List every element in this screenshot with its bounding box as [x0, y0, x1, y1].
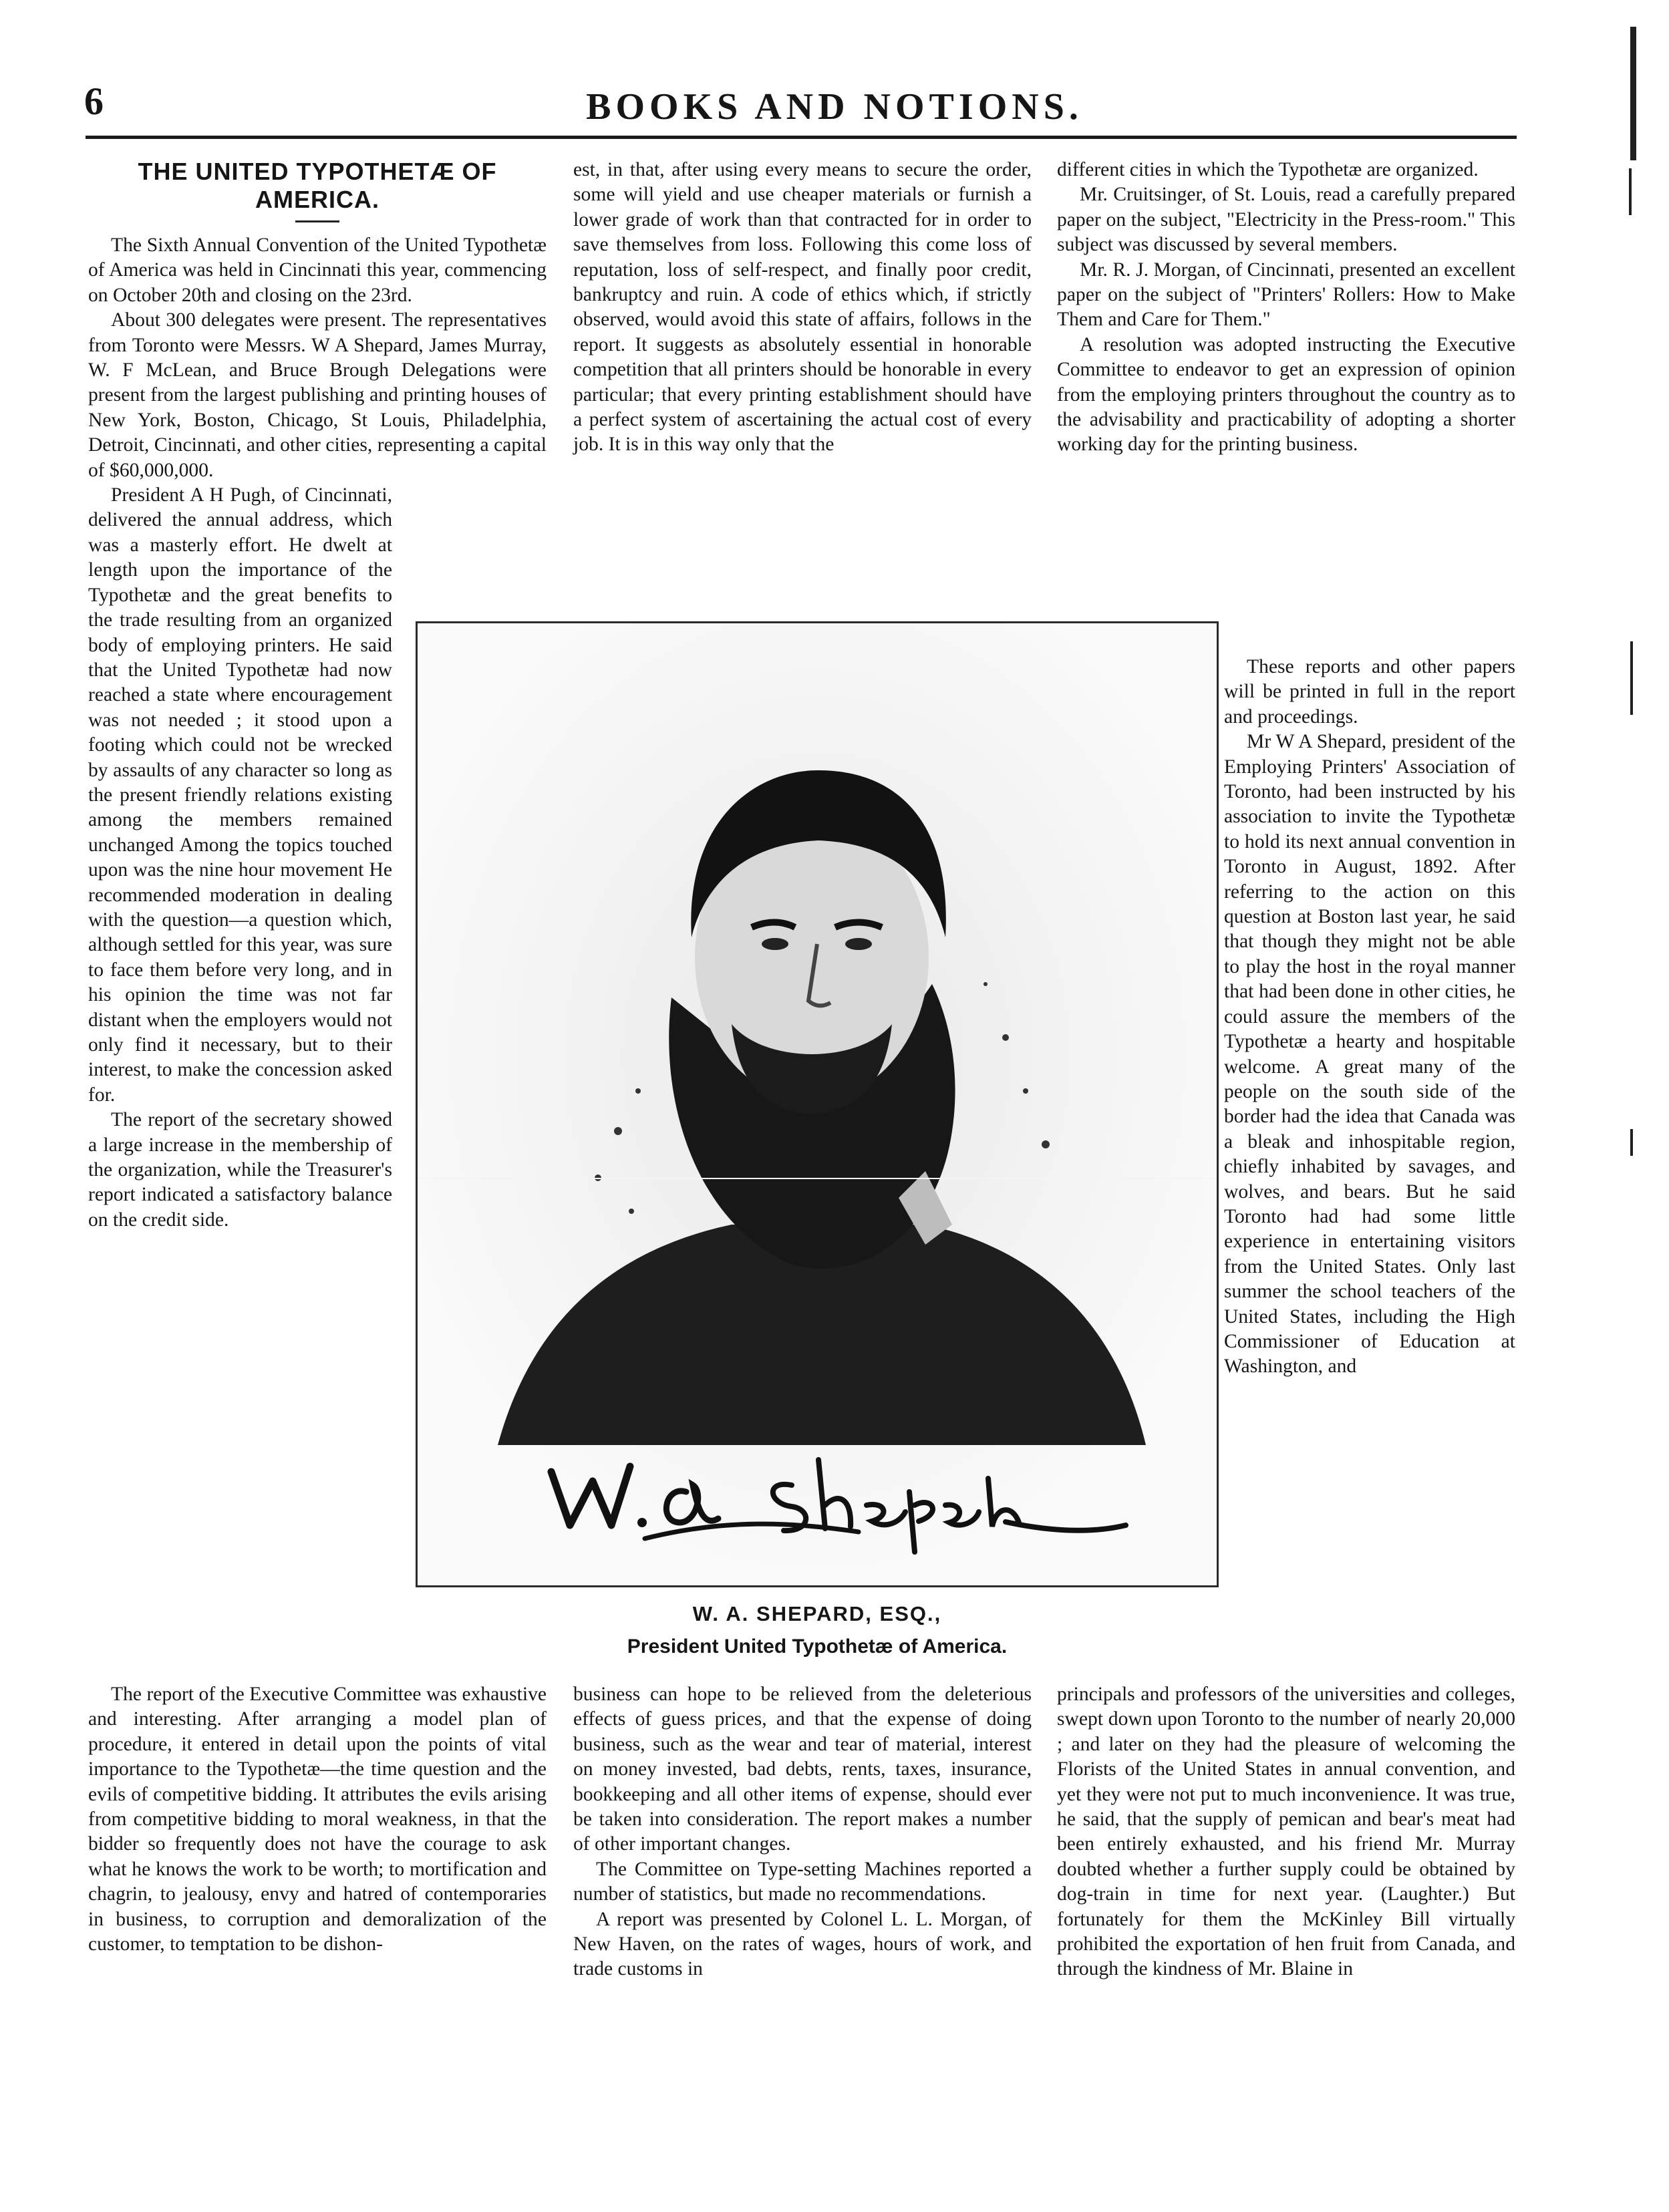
edge-mark	[1630, 1129, 1633, 1156]
header-rule	[86, 136, 1517, 139]
paragraph: These reports and other papers will be printed in full in the report and proceedings.	[1224, 656, 1515, 728]
caption-title: President United Typothetæ of America.	[627, 1635, 1008, 1657]
column-middle-lower	[573, 1682, 1032, 1982]
portrait-engraving	[418, 623, 1217, 1585]
running-title: BOOKS AND NOTIONS.	[586, 86, 1083, 128]
paragraph: Mr W A Shepard, president of the Employing Printers' Association of Toronto, had been instructed by his association to invite the Typothetæ to hold its next annual convention in Toronto in August, 1892. After referring to the action on this question at Boston last year, he said that though they might not be able to play the host in the royal manner that had been done in other cities, he could assure the members of the Typothetæ a hearty and hospitable welcome. A great many of the people on the south side of the border had the idea that Canada was a bleak and inhospitable region, chiefly inhabited by savages, and wolves, and bears. But he said Toronto had had some little experience in entertaining visitors from the United States. Only last summer the school teachers of the United States, including the High Commissioner of Education at Washington, and	[1224, 731, 1515, 1378]
paragraph: The report of the Executive Committee was exhaustive and interesting. After arranging a model plan of procedure, it entered in detail upon the points of vital importance to the Typothetæ—the time question and the evils of competitive bidding. It attributes the evils arising from competitive bidding to moral weakness, in that the bidder so frequently does not have the courage to ask what he knows the work to be worth; to mortification and chagrin, to jealousy, envy and hatred of contemporaries in business, to corruption and demoralization of the customer, to temptation to be dishon-	[88, 1684, 547, 1955]
title-dash	[295, 220, 339, 222]
column-left-lower	[88, 1682, 547, 1957]
edge-mark	[1630, 641, 1633, 715]
paragraph: principals and professors of the universities and colleges, swept down upon Toronto to the number of nearly 20,000 ; and later on they had the pleasure of welcoming the Florists of the United States in annual convention, and yet they were not put to much inconvenience. It was true, he said, that the supply of pemican and bear's meat had been entirely exhausted, and his friend Mr. Murray doubted whether a further supply could be obtained by dog-train in time for next year. (Laughter.) But fortunately for them the McKinley Bill virtually prohibited the exportation of hen fruit from Canada, and through the kindness of Mr. Blaine in	[1057, 1684, 1515, 1980]
paragraph: different cities in which the Typothetæ are organized.	[1057, 159, 1479, 180]
column-right	[1057, 158, 1515, 458]
paragraph: About 300 delegates were present. The representatives from Toronto were Messrs. W A Shepard, James Murray, W. F McLean, and Bruce Brough Delegations were present from the largest publishing and printing houses of New York, Boston, Chicago, St Louis, Philadelphia, Detroit, Cincinnati, and other cities, representing a capital of $60,000,000.	[88, 309, 547, 481]
page-number: 6	[84, 80, 104, 123]
caption-name: W. A. SHEPARD, ESQ.,	[692, 1602, 942, 1625]
paragraph: President A H Pugh, of Cincinnati, delivered the annual address, which was a masterly effort. He dwelt at length upon the importance of the Typothetæ and the great benefits to the trade resulting from an organized body of employing printers. He said that the United Typothetæ had now reached a state where encouragement was not needed ; it stood upon a footing which could not be wrecked by assaults of any character so long as the present friendly relations existing among the members remained unchanged Among the topics touched upon was the nine hour movement He recommended moderation in dealing with the question—a question which, although settled for this year, was sure to face them before very long, and in his opinion the time was not far distant when the employers would not only find it necessary, but to their interest, to make the concession asked for.	[88, 484, 392, 1106]
paragraph: A report was presented by Colonel L. L. Morgan, of New Haven, on the rates of wages, hours of work, and trade customs in	[573, 1908, 1032, 1980]
paragraph: business can hope to be relieved from the deleterious effects of guess prices, and that the expense of doing business, such as the wear and tear of material, interest on money invested, bad debts, rents, taxes, insurance, bookkeeping and all other items of expense, should ever be taken into consideration. The report makes a number of other important changes.	[573, 1684, 1032, 1855]
column-right-narrow	[1224, 655, 1515, 1380]
paragraph: A resolution was adopted instructing the Executive Committee to endeavor to get an expression of opinion from the employing printers throughout the country as to the advisability and practicability of adopting a shorter working day for the printing business.	[1057, 333, 1515, 456]
paragraph: The Committee on Type-setting Machines reported a number of statistics, but made no recommendations.	[573, 1858, 1032, 1905]
paragraph: Mr. R. J. Morgan, of Cincinnati, presented an excellent paper on the subject of "Printers' Rollers: How to Make Them and Care for Them."	[1057, 259, 1515, 331]
edge-mark	[1630, 27, 1636, 160]
article-title: THE UNITED TYPOTHETÆ OF AMERICA.	[138, 158, 497, 213]
paragraph: Mr. Cruitsinger, of St. Louis, read a carefully prepared paper on the subject, "Electricity in the Press-room." This subject was discussed by several members.	[1057, 184, 1515, 256]
paragraph: est, in that, after using every means to secure the order, some will yield and use cheaper materials or furnish a lower grade of work than that contracted for in order to save themselves from loss. Following this come loss of reputation, loss of self-respect, and finally poor credit, bankruptcy and ruin. A code of ethics which, if strictly observed, would avoid this state of affairs, follows in the report. It suggests as absolutely essential in honorable competition that all printers should be honorable in every particular; that every printing establishment should have a perfect system of ascertaining the actual cost of every job. It is in this way only that the	[573, 159, 1032, 456]
paragraph: The report of the secretary showed a large increase in the membership of the organization, while the Treasurer's report indicated a satisfactory balance on the credit side.	[88, 1109, 392, 1231]
edge-mark	[1629, 168, 1632, 215]
column-right-lower	[1057, 1682, 1515, 1982]
paragraph: The Sixth Annual Convention of the United Typothetæ of America was held in Cincinnati this year, commencing on October 20th and closing on the 23rd.	[88, 234, 547, 306]
column-middle	[573, 158, 1032, 458]
portrait-figure	[416, 621, 1219, 1587]
